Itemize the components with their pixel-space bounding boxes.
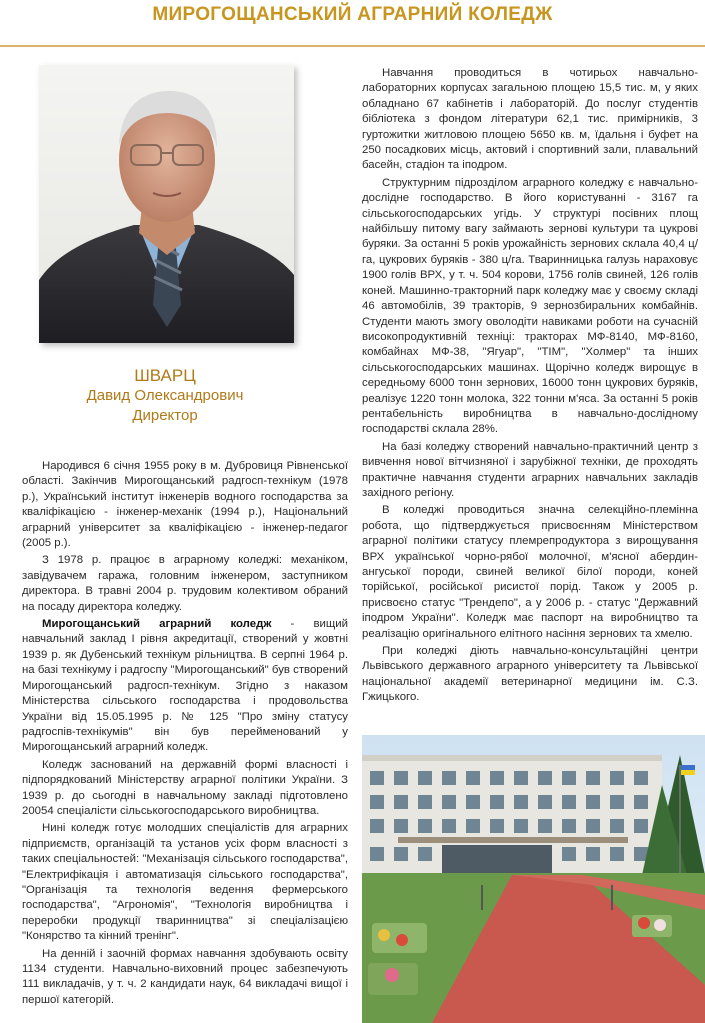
page-header xyxy=(0,0,705,46)
right-column-text xyxy=(362,66,698,708)
college-name-bold: Мирогощанський аграрний коледж xyxy=(42,618,272,631)
college-history-text: - вищий навчальний заклад І рівня акредитації, створений у жовтні 1939 р. як Дубенський технікум рільництва. В серпні 1964 р. на базі технікуму і радгоспу "Мирогощанський" був створений Мирогощанський радгосп-технікум. Згідно з наказом Міністерства сільського господарства і продовольства України від 15.05.1995 р. № 125 "Про зміну статусу радгоспів-технікумів" він був перейменований у Мирогощанський аграрний коледж. xyxy=(22,618,349,754)
facilities-paragraph: Навчання проводиться в чотирьох навчально-лабораторних корпусах загальною площею 15,5 тис. м, у яких обладнано 67 кабінетів і лабораторій. До послуг студентів бібліотека з фондом літератури 62,1 тис. примірників, 3 гуртожитки житловою площею 5650 кв. м, їдальня і буфет на 250 посадкових місць, актовий і спортивний зали, плавальний басейн, стадіон та іподром. xyxy=(362,67,698,172)
breeding-paragraph: В коледжі проводиться значна селекційно-племінна робота, що підтверджується присвоєнням Міністерством аграрної політики статусу племрепродуктора з вирощування ВРХ української чорно-рябої молочної, м'ясної абердин-ангуської породи, свиней великої білої породи, коней торійської, російської рисистої порід. Також у 2005 р. присвоєно статус "Трендепо", а у 2006 р. - статус "Державний іподром України". Коледж має паспорт на виробництво та реалізацію оригінального елітного насіння зернових та хмелю. xyxy=(362,504,698,640)
portrait-photo xyxy=(39,65,294,343)
person-full-name: Давид Олександрович xyxy=(86,387,244,404)
career-paragraph: З 1978 р. працює в аграрному коледжі: механіком, завідувачем гаража, головним інженером, заступником директора. В травні 2004 р. трудовим колективом обраний на посаду директора коледжу. xyxy=(22,554,348,613)
ownership-paragraph: Коледж заснований на державній формі власності і підпорядкований Міністерству аграрної політики України. З 1939 р. до сьогодні в навчальному закладі підготовлено 20054 спеціалісти сільськогосподарського виробництва. xyxy=(22,758,348,817)
campus-building-photo xyxy=(362,735,705,1023)
training-center-paragraph: На базі коледжу створений навчально-практичний центр з вивчення нової вітчизняної і зарубіжної техніки, де проходять практичне навчання студенти аграрних навчальних закладів західного регіону. xyxy=(362,440,698,499)
college-history-paragraph xyxy=(22,617,348,756)
consulting-paragraph: При коледжі діють навчально-консультаційні центри Львівського державного аграрного університету та Львівської національної академії ветеринарної медицини ім. С.З. Гжицького. xyxy=(362,645,698,704)
biography-paragraph: Народився 6 січня 1955 року в м. Дубровиця Рівненської області. Закінчив Мирогощанський радгосп-технікум (1978 р.), Український інститут інженерів водного господарства за кваліфікацією - інженер-механік (1994 р.), Національний аграрний університет за кваліфікацією - інженер-педагог (2005 р.). xyxy=(22,460,348,550)
title-divider xyxy=(0,45,705,47)
page-title: МИРОГОЩАНСЬКИЙ АГРАРНИЙ КОЛЕДЖ xyxy=(152,4,553,25)
person-surname: ШВАРЦ xyxy=(134,366,196,385)
specialties-paragraph: Нині коледж готує молодших спеціалістів для аграрних підприємств, організацій та установ усіх форм власності з таких спеціальностей: "Механізація сільського господарства", "Електрифікація і автоматизація сільського господарства", "Організація та технологія ведення фермерського господарства", "Агрономія", "Технологія виробництва і переробки продукції тваринництва" зі спеціалізацією "Конярство та кінний тренінг". xyxy=(22,822,348,943)
farm-paragraph: Структурним підрозділом аграрного коледжу є навчально-дослідне господарство. В його користуванні - 3167 га сільськогосподарських угідь. У структурі посівних площ найбільшу питому вагу займають зернові культури та цукрові буряки. За останні 5 років урожайність зернових склала 40,4 ц/га, цукрових буряків - 380 ц/га. Тваринницька галузь нараховує 1900 голів ВРХ, у т. ч. 504 корови, 1756 голів свиней, 126 голів коней. Машинно-тракторний парк коледжу має у своєму складі 46 автомобілів, 39 тракторів, 9 зернозбиральних комбайнів. Студенти мають змогу оволодіти навиками роботи на сучасній високопродуктивній техніці: тракторах МФ-8140, МФ-8160, комбайнах МФ-38, "Ягуар", "ТІМ", "Холмер" та інших сільськогосподарських машинах. Щорічно коледж вирощує в середньому 6000 тонн зернових, 16000 тонн цукрових буряків, реалізує 1220 тонн молока, 322 тонни м'яса. За останні 5 років рентабельність виробництва в навчально-дослідному господарстві склала 28%. xyxy=(362,176,698,436)
students-paragraph: На денній і заочній формах навчання здобувають освіту 1134 студенти. Навчально-виховний процес забезпечують 111 викладачів, у т. ч. 2 кандидати наук, 64 викладачі вищої і першої категорій. xyxy=(22,947,348,1006)
person-caption xyxy=(40,366,290,426)
left-column-text xyxy=(22,459,348,1010)
person-role: Директор xyxy=(132,407,198,424)
